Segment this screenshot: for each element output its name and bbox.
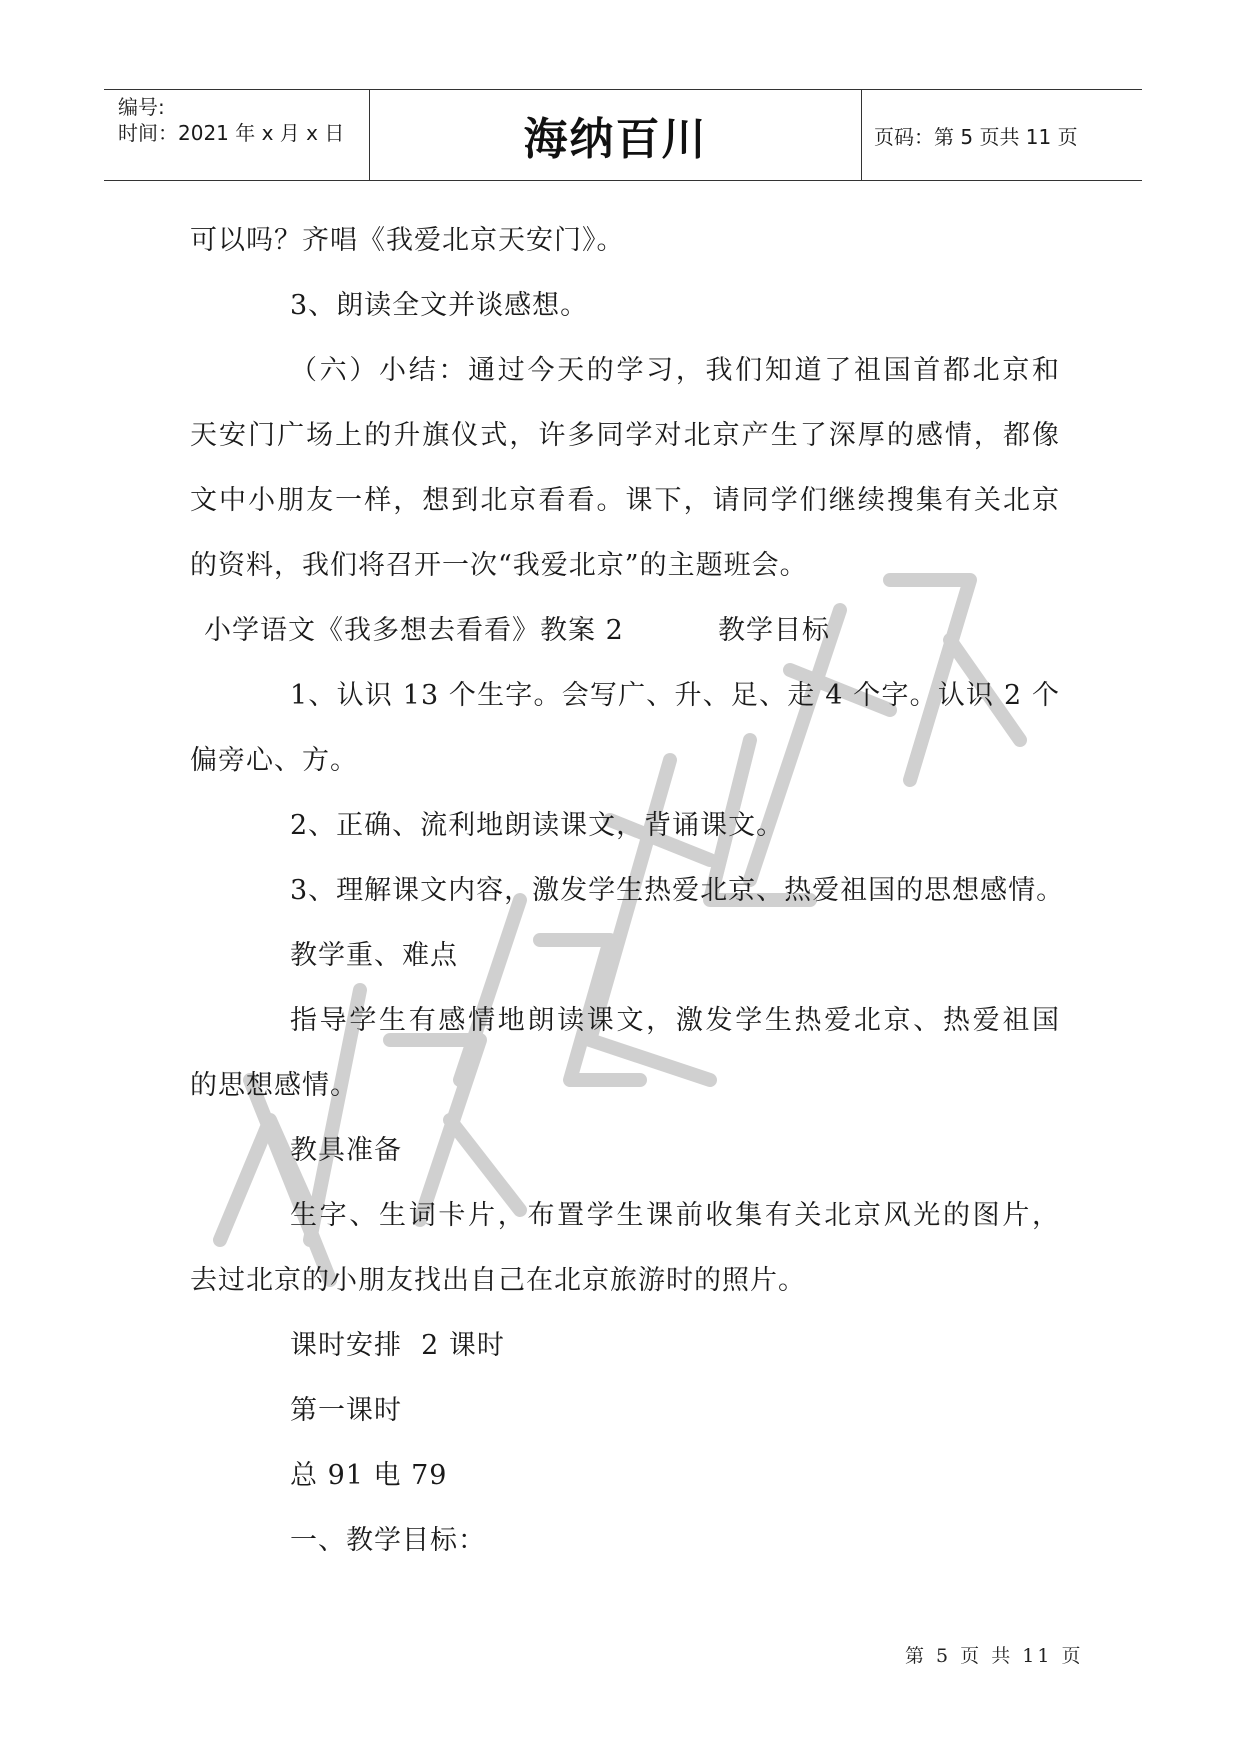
time-label: 时间：2021 年 x 月 x 日 bbox=[118, 121, 345, 145]
header-page-label: 页码：第 5 页共 11 页 bbox=[874, 124, 1078, 149]
body-line: 可以吗？齐唱《我爱北京天安门》。 bbox=[190, 225, 625, 256]
body-line: 总 91 电 79 bbox=[290, 1460, 448, 1491]
body-line: 去过北京的小朋友找出自己在北京旅游时的照片。 bbox=[190, 1265, 806, 1296]
body-line: 3、朗读全文并谈感想。 bbox=[290, 290, 589, 321]
body-line: 1、认识 13 个生字。会写广、升、足、走 4 个字。认识 2 个 bbox=[290, 680, 1060, 711]
page-header bbox=[104, 89, 1142, 181]
body-line: 第一课时 bbox=[290, 1395, 402, 1426]
body-line: 的资料，我们将召开一次“我爱北京”的主题班会。 bbox=[190, 550, 808, 581]
body-line: 2、正确、流利地朗读课文，背诵课文。 bbox=[290, 810, 785, 841]
body-line: 课时安排 2 课时 bbox=[290, 1330, 505, 1361]
body-line: 教学重、难点 bbox=[290, 940, 458, 971]
body-line: 偏旁心、方。 bbox=[190, 745, 358, 776]
section-subtitle: 教学目标 bbox=[718, 615, 830, 646]
section-title: 小学语文《我多想去看看》教案 2 bbox=[204, 615, 624, 646]
body-line: 生字、生词卡片，布置学生课前收集有关北京风光的图片， bbox=[290, 1200, 1060, 1231]
body-line: 的思想感情。 bbox=[190, 1070, 358, 1101]
body-line: 文中小朋友一样，想到北京看看。课下，请同学们继续搜集有关北京 bbox=[190, 485, 1060, 516]
watermark-text: 严禁复制 bbox=[190, 520, 194, 521]
header-meta bbox=[104, 90, 370, 180]
body-line: 天安门广场上的升旗仪式，许多同学对北京产生了深厚的感情，都像 bbox=[190, 420, 1060, 451]
body-line: （六）小结：通过今天的学习，我们知道了祖国首都北京和 bbox=[290, 355, 1060, 386]
page-footer: 第 5 页 共 11 页 bbox=[905, 1645, 1084, 1667]
body-line: 3、理解课文内容，激发学生热爱北京、热爱祖国的思想感情。 bbox=[290, 875, 1065, 906]
number-label: 编号: bbox=[118, 95, 165, 119]
body-line: 指导学生有感情地朗读课文，激发学生热爱北京、热爱祖国 bbox=[290, 1005, 1060, 1036]
header-title: 海纳百川 bbox=[370, 90, 862, 180]
body-line: 一、教学目标： bbox=[290, 1525, 486, 1556]
body-line: 教具准备 bbox=[290, 1135, 402, 1166]
